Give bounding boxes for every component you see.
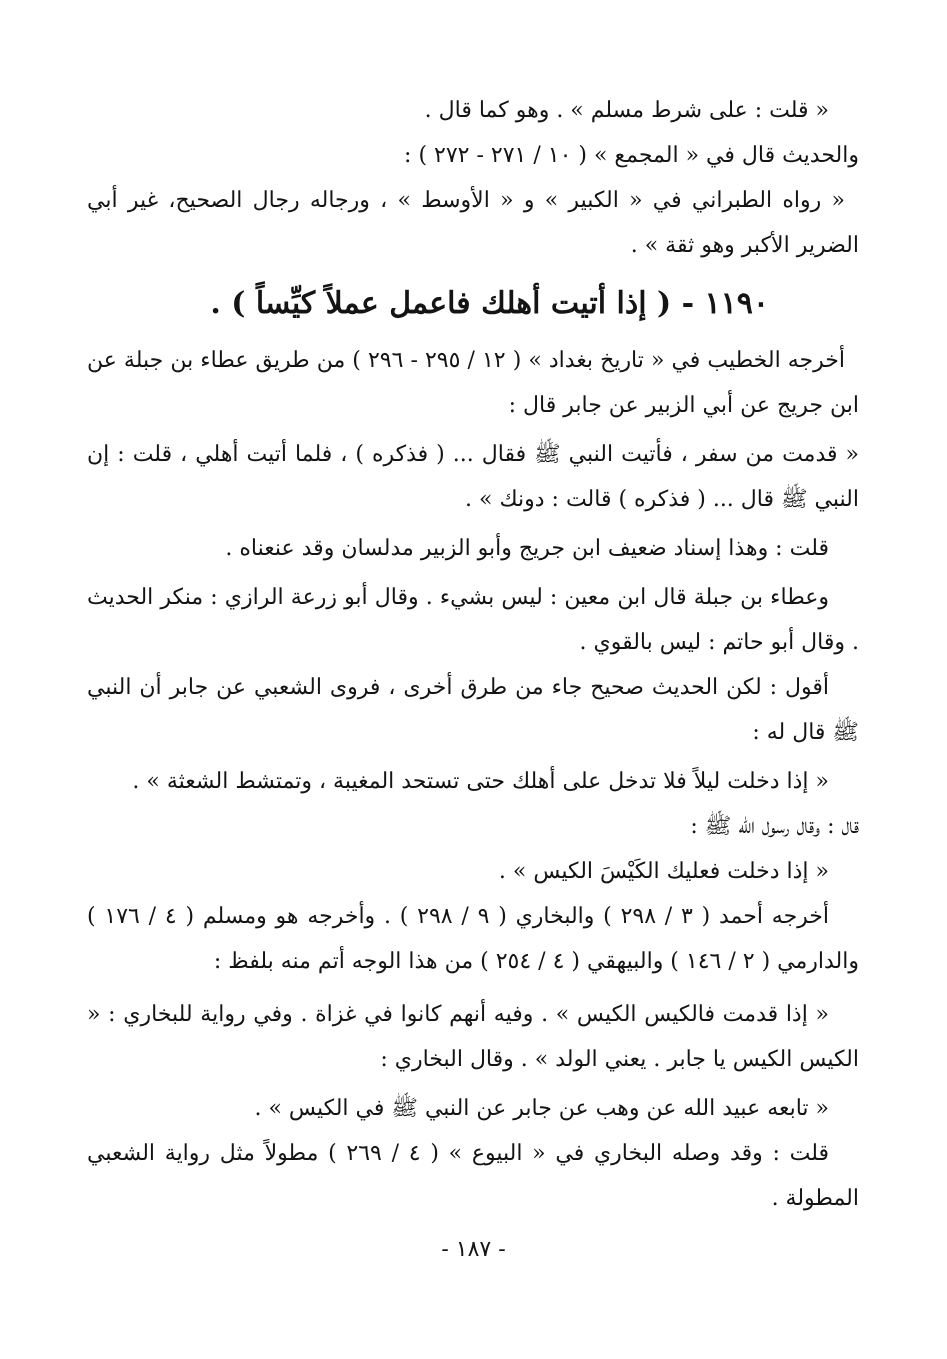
hadith-heading-1190: ١١٩٠ - ( إذا أتيت أهلك فاعمل عملاً كيِّساً ) .: [210, 286, 769, 321]
paragraph-ata-grading: وعطاء بن جبلة قال ابن معين : ليس بشيء . وقال أبو زرعة الرازي : منكر الحديث . وقال أبو حاتم : ليس بالقوي .: [87, 585, 859, 655]
paragraph-ahmad-bukhari: أخرجه أحمد ( ٣ / ٢٩٨ ) والبخاري ( ٩ / ٢٩٨ ) . وأخرجه هو ومسلم ( ٤ / ١٧٦ ) والدارمي ( ٢ / ١٤٦ ) والبيهقي ( ٤ / ٢٥٤ ) من هذا الوجه أتم منه بلفظ :: [87, 904, 859, 974]
paragraph-isnad-weak: قلت : وهذا إسناد ضعيف ابن جريج وأبو الزبير مدلسان وقد عنعناه .: [225, 536, 829, 561]
paragraph-buyu: قلت : وقد وصله البخاري في « البيوع » ( ٤ / ٢٦٩ ) مطولاً مثل رواية الشعبي المطولة .: [87, 1141, 859, 1211]
quote-night-entry: « إذا دخلت ليلاً فلا تدخل على أهلك حتى تستحد المغيبة ، وتمتشط الشعثة » .: [132, 769, 829, 794]
page-content: [87, 88, 859, 1221]
quote-ubaidullah: « تابعه عبيد الله عن وهب عن جابر عن النبي ﷺ في الكيس » .: [254, 1096, 829, 1121]
quote-kays: « إذا دخلت فعليك الكَيْسَ الكيس » .: [498, 859, 829, 884]
paragraph-hadith-narration: « قدمت من سفر ، فأتيت النبي ﷺ فقال ... ( فذكره ) ، فلما أتيت أهلي ، قلت : إن النبي ﷺ قال ... ( فذكره ) قالت : دونك » .: [87, 442, 859, 512]
paragraph-bukhari-narration: « إذا قدمت فالكيس الكيس » . وفيه أنهم كانوا في غزاة . وفي رواية للبخاري : « الكيس الكيس يا جابر . يعني الولد » . وقال البخاري :: [87, 1002, 859, 1072]
paragraph-tabarani-quote: « رواه الطبراني في « الكبير » و « الأوسط » ، ورجاله رجال الصحيح، غير أبي الضرير الأكبر وهو ثقة » .: [87, 188, 859, 258]
paragraph-condition: « قلت : على شرط مسلم » . وهو كما قال .: [424, 98, 829, 123]
page-number: - ١٨٧ -: [441, 1237, 506, 1262]
paragraph-khatib-source: أخرجه الخطيب في « تاريخ بغداد » ( ١٢ / ٢٩٥ - ٢٩٦ ) من طريق عطاء بن جبلة عن ابن جريج عن أبي الزبير عن جابر قال :: [87, 348, 859, 418]
paragraph-other-routes: أقول : لكن الحديث صحيح جاء من طرق أخرى ، فروى الشعبي عن جابر أن النبي ﷺ قال له :: [87, 675, 859, 745]
paragraph-prophet-said: قال : وقال رسول الله ﷺ :: [690, 814, 859, 839]
paragraph-majma-citation: والحديث قال في « المجمع » ( ١٠ / ٢٧١ - ٢٧٢ ) :: [404, 143, 859, 168]
